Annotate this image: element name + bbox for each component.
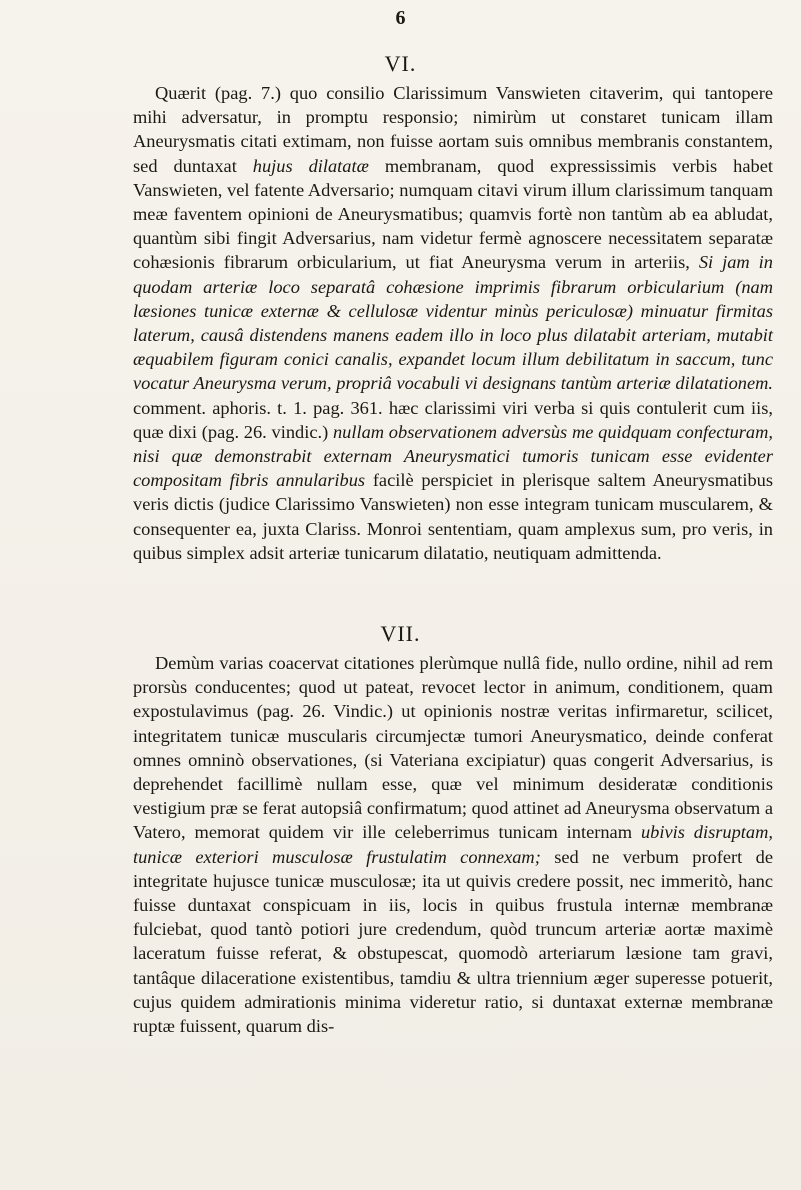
section-heading-vii: VII. [380, 621, 421, 646]
italic-run: ubivis disruptam, tunicæ exteriori musculosæ frustulatim connexam; [133, 822, 773, 867]
section-heading-vi: VI. [384, 51, 417, 76]
text-run: facilè perspiciet in plerisque saltem Aneurysmatibus veris dictis (judice Clarissimo Vanswieten) non esse integram tunicam muscularem, & consequenter ea, juxta Clariss. Monroi sententiam, quam amplexus sum, pro veris, in quibus simplex adsit arteriæ tunicarum dilatatio, neutiquam admittenda. [133, 470, 773, 563]
section-vii-paragraph [133, 651, 773, 1038]
text-run: comment. aphoris. t. 1. pag. 361. hæc clarissimi viri verba si quis contulerit cum iis, quæ dixi (pag. 26. vindic.) [133, 397, 773, 442]
page-number: 6 [395, 7, 406, 29]
italic-run: hujus dilatatæ [252, 155, 369, 176]
text-run: Quærit (pag. 7.) quo consilio Clarissimum Vanswieten citaverim, qui tantopere mihi adversatur, in promptu responsio; nimirùm ut constaret tunicam illam Aneurysmatis citati extimam, non fuisse aortam suis omnibus membranis constantem, sed duntaxat [133, 83, 773, 176]
section-vi-paragraph [133, 81, 773, 565]
italic-run: Si jam in quodam arteriæ loco separatâ cohæsione imprimis fibrarum orbicularium (nam læsiones tunicæ externæ & cellulosæ videntur minùs periculosæ) minuatur firmitas laterum, causâ distendens manens eadem illo in loco plus dilatabit arteriam, mutabit æquabilem figuram conici canalis, expandet locum illum debilitatum in saccum, tunc vocatur Aneurysma verum, propriâ vocabuli vi designans tantùm arteriæ dilatationem. [133, 252, 773, 394]
italic-run: nullam observationem adversùs me quidquam confecturam, nisi quæ demonstrabit externam Aneurysmatici tumoris tunicam esse evidenter compositam fibris annularibus [133, 421, 773, 491]
text-run: membranam, quod expressissimis verbis habet Vanswieten, vel fatente Adversario; numquam citavi virum illum clarissimum tanquam meæ faventem opinioni de Aneurysmatibus; quamvis fortè non tantùm ab ea abludat, quantùm sibi fingit Adversarius, nam videtur fermè agnoscere necessitatem separatæ cohæsionis fibrarum orbicularium, ut fiat Aneurysma verum in arteriis, [133, 155, 773, 273]
text-run: sed ne verbum profert de integritate hujusce tunicæ musculosæ; ita ut quivis credere possit, nec immeritò, hanc fuisse duntaxat conspicuam in iis, locis in quibus frustula internæ membranæ fulciebat, quod tantò potiori jure credendum, quòd truncum arteriæ aortæ maximè laceratum fuisse referat, & obstupescat, quomodò arteriarum læsione tam gravi, tantâque dilaceratione existentibus, tamdiu & ultra triennium æger superesse potuerit, cujus quidem admirationis minima videretur ratio, si duntaxat externæ membranæ ruptæ fuissent, quarum dis- [133, 846, 773, 1037]
text-run: Demùm varias coacervat citationes plerùmque nullâ fide, nullo ordine, nihil ad rem prorsùs conducentes; quod ut pateat, revocet lector in animum, conditionem, quam expostulavimus (pag. 26. Vindic.) ut opinionis nostræ veritas infirmaretur, scilicet, integritatem tunicæ muscularis circumjectæ tumori Aneurysmatico, deinde conferat omnes omninò observationes, (si Vateriana excipiatur) quas congerit Adversarius, is deprehendet facillimè nullam esse, quæ vel minimum desideratæ conditionis vestigium præ se ferat autopsiâ confirmatum; quod attinet ad Aneurysma observatum a Vatero, memorat quidem vir ille celeberrimus tunicam internam [133, 653, 773, 843]
